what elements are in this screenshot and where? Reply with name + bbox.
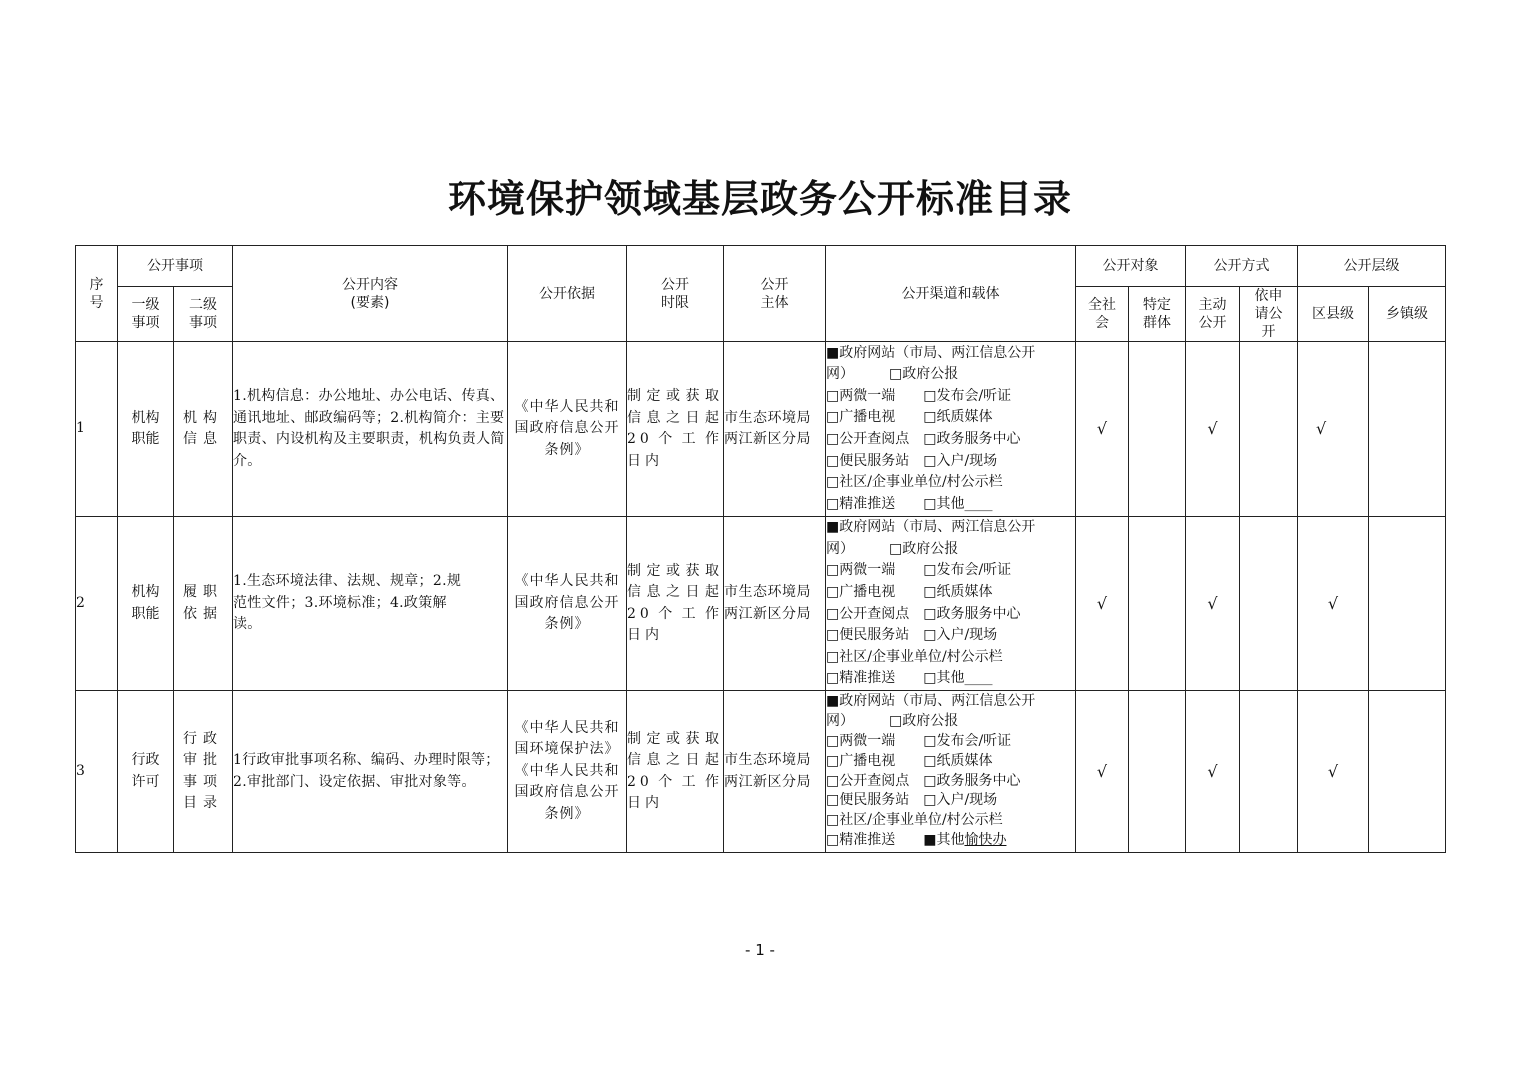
header-level-county: 区县级 [1298, 287, 1369, 342]
channel-line: □社区/企事业单位/村公示栏 [826, 812, 1003, 829]
content-cell: 1.生态环境法律、法规、规章；2.规范性文件；3.环境标准；4.政策解读。 [233, 517, 508, 691]
time-limit-cell: 制定或获取信息之日起20个工作日内 [627, 691, 724, 853]
header-audience-all: 全社会 [1076, 287, 1129, 342]
check-county: √ [1298, 517, 1369, 691]
header-seq: 序号 [76, 246, 118, 342]
check-specific-group [1129, 691, 1186, 853]
header-audience: 公开对象 [1076, 246, 1186, 287]
check-active: √ [1186, 342, 1240, 517]
check-on-request [1240, 517, 1298, 691]
channel-line: □精准推送 □其他____ [826, 495, 993, 512]
check-town [1369, 342, 1446, 517]
channel-line: 网） □政府公报 [826, 366, 959, 383]
channel-line: □广播电视 □纸质媒体 [826, 409, 993, 426]
channel-line: 网） □政府公报 [826, 540, 959, 557]
check-all-society: √ [1076, 517, 1129, 691]
channels-cell [826, 342, 1076, 517]
header-audience-specific: 特定群体 [1129, 287, 1186, 342]
header-method: 公开方式 [1186, 246, 1298, 287]
channel-other-value: 愉快办 [964, 831, 1007, 848]
check-active: √ [1186, 517, 1240, 691]
header-basis: 公开依据 [508, 246, 627, 342]
header-subject: 公开主体 [724, 246, 826, 342]
subject-cell: 市生态环境局两江新区分局 [724, 342, 826, 517]
check-county: √ [1298, 342, 1369, 517]
header-method-request: 依申请公开 [1240, 287, 1298, 342]
page-title: 环境保护领域基层政务公开标准目录 [447, 176, 1072, 221]
time-limit-cell: 制定或获取信息之日起20个工作日内 [627, 517, 724, 691]
check-active: √ [1186, 691, 1240, 853]
row-number: 2 [76, 517, 118, 691]
channel-line: □公开查阅点 □政务服务中心 [826, 772, 1021, 789]
check-county: √ [1298, 691, 1369, 853]
channel-line: 网） □政府公报 [826, 713, 959, 730]
content-cell: 1.机构信息：办公地址、办公电话、传真、通讯地址、邮政编码等；2.机构简介：主要职责、内设机构及主要职责，机构负责人简介。 [233, 342, 508, 517]
table-row [76, 517, 1446, 691]
level2-item: 履职依据 [174, 517, 233, 691]
channel-line: □两微一端 □发布会/听证 [826, 387, 1012, 404]
header-level1: 一级事项 [118, 287, 174, 342]
row-number: 3 [76, 691, 118, 853]
level1-item: 机构职能 [118, 517, 174, 691]
table-row [76, 342, 1446, 517]
channel-line: □公开查阅点 □政务服务中心 [826, 605, 1021, 622]
check-town [1369, 691, 1446, 853]
channel-line: □便民服务站 □入户/现场 [826, 792, 998, 809]
channel-line: □精准推送 □其他____ [826, 670, 993, 687]
channel-line: ■政府网站（市局、两江信息公开 [826, 344, 1036, 361]
row-number: 1 [76, 342, 118, 517]
header-channels: 公开渠道和载体 [826, 246, 1076, 342]
table-row [76, 691, 1446, 853]
header-time-limit: 公开时限 [627, 246, 724, 342]
subject-cell: 市生态环境局两江新区分局 [724, 517, 826, 691]
channel-line: □便民服务站 □入户/现场 [826, 627, 998, 644]
header-matter: 公开事项 [118, 246, 233, 287]
channel-line: ■政府网站（市局、两江信息公开 [826, 693, 1036, 710]
basis-cell: 《中华人民共和国政府信息公开条例》 [508, 517, 627, 691]
channel-line: □两微一端 □发布会/听证 [826, 732, 1012, 749]
catalog-table [75, 245, 1446, 853]
header-method-active: 主动公开 [1186, 287, 1240, 342]
channel-line: □两微一端 □发布会/听证 [826, 562, 1012, 579]
time-limit-cell: 制定或获取信息之日起20个工作日内 [627, 342, 724, 517]
level2-item: 机构信息 [174, 342, 233, 517]
channel-line [826, 831, 1075, 851]
basis-cell: 《中华人民共和国政府信息公开条例》 [508, 342, 627, 517]
basis-cell: 《中华人民共和国环境保护法》《中华人民共和国政府信息公开条例》 [508, 691, 627, 853]
header-level-town: 乡镇级 [1369, 287, 1446, 342]
header-level2: 二级事项 [174, 287, 233, 342]
level1-item: 行政许可 [118, 691, 174, 853]
page-number: - 1 - [745, 941, 775, 959]
channel-line: □社区/企事业单位/村公示栏 [826, 474, 1003, 491]
check-on-request [1240, 691, 1298, 853]
level2-item: 行政审批事项目录 [174, 691, 233, 853]
header-level: 公开层级 [1298, 246, 1446, 287]
check-on-request [1240, 342, 1298, 517]
check-all-society: √ [1076, 342, 1129, 517]
channel-line: □便民服务站 □入户/现场 [826, 452, 998, 469]
channel-line: □社区/企事业单位/村公示栏 [826, 648, 1003, 665]
channels-cell [826, 517, 1076, 691]
channel-option: □精准推送 ■其他 [826, 831, 965, 848]
channel-line: □公开查阅点 □政务服务中心 [826, 431, 1021, 447]
check-specific-group [1129, 517, 1186, 691]
channel-line: □广播电视 □纸质媒体 [826, 752, 993, 769]
check-specific-group [1129, 342, 1186, 517]
check-town [1369, 517, 1446, 691]
subject-cell: 市生态环境局两江新区分局 [724, 691, 826, 853]
check-all-society: √ [1076, 691, 1129, 853]
content-cell: 1行政审批事项名称、编码、办理时限等；2.审批部门、设定依据、审批对象等。 [233, 691, 508, 853]
channel-line: □广播电视 □纸质媒体 [826, 583, 993, 600]
level1-item: 机构职能 [118, 342, 174, 517]
header-content: 公开内容(要素) [233, 246, 508, 342]
channels-cell [826, 691, 1076, 853]
channel-line: ■政府网站（市局、两江信息公开 [826, 519, 1036, 536]
